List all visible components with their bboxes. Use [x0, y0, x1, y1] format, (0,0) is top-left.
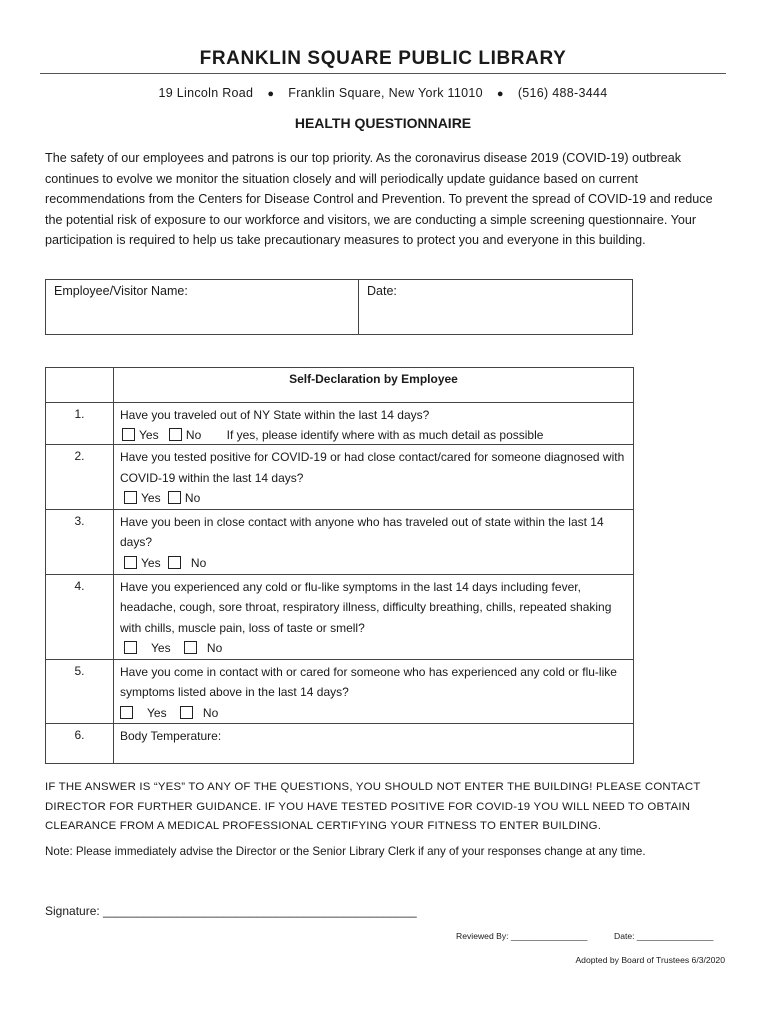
table-row: [46, 403, 634, 445]
library-title: FRANKLIN SQUARE PUBLIC LIBRARY: [199, 48, 567, 69]
warning-text: IF THE ANSWER IS “YES” TO ANY OF THE QUESTIONS, YOU SHOULD NOT ENTER THE BUILDING! PLEASE CONTACT DIRECTOR FOR FURTHER GUIDANCE. IF YOU HAVE TESTED POSITIVE FOR COVID-19 YOU WILL NEED TO OBTAIN CLEARANCE FROM A MEDICAL PROFESSIONAL CERTIFYING YOUR FITNESS TO ENTER BUILDING.: [45, 781, 701, 832]
table-row: [46, 574, 634, 659]
no-label: No: [202, 705, 219, 720]
question-number: 3.: [46, 509, 114, 574]
city-address: Franklin Square, New York 11010: [288, 86, 483, 100]
yes-label: Yes: [147, 705, 167, 720]
date-field[interactable]: [359, 280, 632, 334]
header-blank-cell: [46, 368, 114, 403]
no-label: No: [206, 641, 223, 655]
table-row: [46, 659, 634, 724]
question-cell: [114, 659, 634, 724]
name-label: Employee/Visitor Name:: [54, 284, 188, 298]
question-text: Have you come in contact with or cared for someone who has experienced any cold or flu-like symptoms listed above in the last 14 days?: [120, 664, 617, 699]
table-row: [46, 445, 634, 510]
yes-label: Yes: [141, 491, 161, 505]
no-checkbox[interactable]: [184, 641, 197, 654]
adoption-note: Adopted by Board of Trustees 6/3/2020: [575, 955, 725, 965]
yes-checkbox[interactable]: [120, 706, 133, 719]
question-cell: [114, 403, 634, 445]
yes-checkbox[interactable]: [124, 641, 137, 654]
intro-paragraph: The safety of our employees and patrons is our top priority. As the coronavirus disease 2019 (COVID-19) outbreak continues to evolve we monitor the situation closely and will periodically update guidance based on current recommendations from the Centers for Disease Control and Prevention. To prevent the spread of COVID-19 and reduce the potential risk of exposure to our workforce and visitors, we are conducting a simple screening questionnaire. Your participation is required to help us take precautionary measures to protect you and everyone in this building.: [45, 151, 713, 248]
signature-line[interactable]: Signature: _______________________________________________: [45, 904, 417, 918]
question-text: Have you traveled out of NY State within the last 14 days?: [120, 408, 430, 422]
address-line: [40, 86, 726, 100]
phone-number: (516) 488-3444: [517, 86, 608, 100]
question-number: 1.: [46, 403, 114, 445]
question-number: 4.: [46, 574, 114, 659]
street-address: 19 Lincoln Road: [158, 86, 254, 100]
declaration-table: [45, 367, 634, 764]
no-checkbox[interactable]: [168, 556, 181, 569]
date-label: Date:: [367, 284, 397, 298]
temperature-label: Body Temperature:: [120, 729, 222, 743]
no-checkbox[interactable]: [169, 428, 182, 441]
question-number: 2.: [46, 445, 114, 510]
bullet-icon: ●: [496, 88, 504, 100]
yes-checkbox[interactable]: [122, 428, 135, 441]
table-row: [46, 509, 634, 574]
yes-checkbox[interactable]: [124, 556, 137, 569]
yes-checkbox[interactable]: [124, 491, 137, 504]
question-cell: [114, 509, 634, 574]
question-text: Have you been in close contact with anyone who has traveled out of state within the last 14 days?: [120, 514, 604, 549]
no-label: No: [184, 491, 201, 505]
yes-label: Yes: [151, 641, 171, 655]
note-text: Note: Please immediately advise the Director or the Senior Library Clerk if any of your responses change at any time.: [45, 845, 646, 858]
bullet-icon: ●: [267, 88, 275, 100]
yes-label: Yes: [141, 555, 161, 570]
declaration-header: Self-Declaration by Employee: [114, 368, 634, 403]
no-label: No: [185, 427, 202, 442]
travel-detail-prompt: If yes, please identify where with as much detail as possible: [226, 427, 544, 442]
question-text: Have you tested positive for COVID-19 or had close contact/cared for someone diagnosed with COVID-19 within the last 14 days?: [120, 450, 625, 485]
no-checkbox[interactable]: [168, 491, 181, 504]
title-divider: [40, 73, 726, 74]
no-checkbox[interactable]: [180, 706, 193, 719]
page-title: HEALTH QUESTIONNAIRE: [294, 115, 472, 131]
question-cell: [114, 574, 634, 659]
question-cell: [114, 445, 634, 510]
no-label: No: [190, 555, 207, 570]
yes-label: Yes: [139, 427, 159, 442]
temperature-cell[interactable]: [114, 724, 634, 764]
question-text: Have you experienced any cold or flu-like symptoms in the last 14 days including fever, headache, cough, sore throat, respiratory illness, difficulty breathing, chills, repeated shaking with chills, muscle pain, loss of taste or smell?: [120, 579, 612, 635]
question-number: 6.: [46, 724, 114, 764]
table-row: [46, 724, 634, 764]
name-date-box: [45, 279, 633, 335]
reviewed-by-line[interactable]: Reviewed By: ________________: [456, 931, 588, 941]
name-field[interactable]: [46, 280, 359, 334]
question-number: 5.: [46, 659, 114, 724]
review-date-line[interactable]: Date: ________________: [614, 931, 714, 941]
